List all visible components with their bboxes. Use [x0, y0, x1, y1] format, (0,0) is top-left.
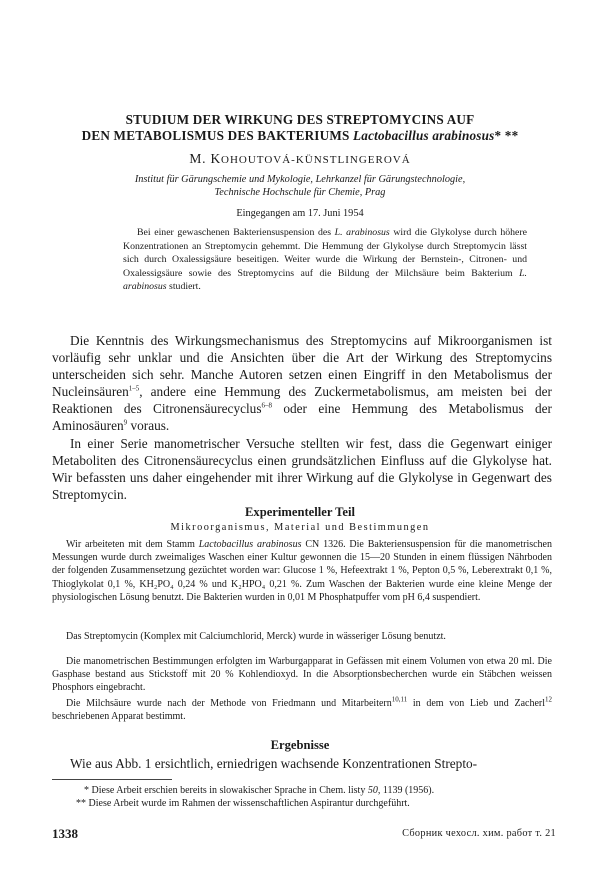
author-surname: OHOUTOVÁ-KÜNSTLINGEROVÁ: [221, 154, 411, 166]
author-initial: M. K: [189, 151, 222, 166]
methods-paragraph-3: [52, 655, 552, 695]
citation-ref: 10,11: [391, 695, 408, 704]
received-date: Eingegangen am 17. Juni 1954: [236, 208, 364, 219]
footnote-1-volume: 50,: [367, 785, 381, 796]
abstract-species-1: L. arabinosus: [334, 227, 390, 238]
methods-paragraph-2: [52, 630, 552, 643]
methods-strain: Lactobacillus arabinosus: [198, 539, 302, 550]
abstract-text-c: wird die Glykolyse durch höhere Konzentrationen an Streptomycin gehemmt. Die Hemmung der Glykolyse durch Streptomycin lässt sich durch Oxalessigsäure beseitigen. Weiter wurde die Wirkung der Bernstein-, Citronen- und Oxalessigsäure sowie des Streptomycins auf die Bildung der Milchsäure beim Bakterium: [123, 227, 527, 279]
abstract-paragraph: [123, 226, 527, 294]
title-footnote-marks: * **: [494, 128, 519, 143]
methods-text-a: Wir arbeiteten mit dem Stamm: [66, 539, 199, 550]
title-species: Lactobacillus arabinosus: [353, 128, 495, 143]
results-paragraph-1: Wie aus Abb. 1 ersichtlich, erniedrigen wachsende Konzentrationen Strepto-: [70, 756, 478, 771]
methods-p4-text-c: beschriebenen Apparat bestimmt.: [52, 711, 186, 723]
article-title-line2: [40, 127, 560, 144]
footnote-1-text-a: Diese Arbeit erschien bereits in slowakischer Sprache in Chem. listy: [91, 785, 368, 796]
abstract-text-e: studiert.: [166, 281, 201, 293]
affiliation-line1: Institut für Gärungschemie und Mykologie, Lehrkanzel für Gärungstechnologie,: [134, 174, 466, 185]
citation-ref: 1–5: [128, 384, 140, 393]
article-title-line1: STUDIUM DER WIRKUNG DES STREPTOMYCINS AUF: [125, 112, 475, 127]
citation-ref: 6–8: [261, 401, 273, 410]
author-name: [0, 151, 600, 167]
footnote-1: [84, 784, 554, 797]
page-number: 1338: [52, 826, 78, 841]
methods-paragraph-4: [52, 697, 552, 723]
methods-p4-text-b: in dem von Lieb und Zacherl: [407, 698, 545, 709]
methods-p4: [52, 697, 552, 723]
abstract: [123, 226, 527, 294]
footnote-mark: **: [76, 798, 86, 809]
introduction: [52, 332, 552, 503]
methods-paragraph-1: [52, 538, 552, 604]
footnote-1-text-b: 1139 (1956).: [380, 785, 435, 796]
intro-text-a: Die Kenntnis des Wirkungsmechanismus des Streptomycins auf Mikroorganismen ist vorläufig sehr unklar und die Ansichten über die Art der Wirkung des Streptomycins unterscheiden sich sehr. Manche Autoren setzen einen Eingriff in den Metabolismus der Nucleinsäuren: [52, 333, 552, 400]
footnote-2: [76, 797, 546, 810]
citation-ref: 12: [545, 695, 552, 704]
intro-paragraph-2: In einer Serie manometrischer Versuche stellten wir fest, dass die Gegenwart einiger Metaboliten des Citronensäurecyclus einen grundsätzlichen Einfluss auf die Glykolyse hat. Wir befassten uns daher eingehender mit ihrer Wirkung auf die Glykolyse in Gegenwart des Streptomycin.: [52, 435, 552, 502]
methods-p4-text-a: Die Milchsäure wurde nach der Methode von Friedmann und Mitarbeitern: [66, 698, 392, 709]
footnote-divider: [52, 779, 172, 780]
citation-ref: 9: [123, 419, 128, 428]
intro-text-b: , andere eine Hemmung des Zuckermetabolismus, am meisten bei der Reaktionen des Citronensäurecyclus: [52, 384, 552, 417]
title-prefix: DEN METABOLISMUS DES BAKTERIUMS: [81, 128, 354, 143]
section-heading-experimental: Experimenteller Teil: [245, 505, 355, 519]
section-heading-results: Ergebnisse: [270, 738, 330, 752]
abstract-text-a: Bei einer gewaschenen Bakteriensuspension des: [137, 227, 335, 238]
abstract-species-2: L. arabinosus: [123, 267, 527, 293]
intro-text-c: oder eine Hemmung des Metabolismus der Aminosäuren: [52, 401, 552, 434]
intro-text-d: voraus.: [127, 418, 170, 434]
methods-p2: Das Streptomycin (Komplex mit Calciumchlorid, Merck) wurde in wässeriger Lösung benutzt.: [66, 631, 446, 642]
footnote-mark: *: [84, 785, 89, 796]
journal-running-footer: Сборник чехосл. хим. работ т. 21: [402, 828, 556, 839]
results-text: [52, 755, 552, 772]
methods-p1: [52, 538, 552, 604]
affiliation-line2: Technische Hochschule für Chemie, Prag: [214, 187, 386, 198]
footnote-2-text: Diese Arbeit wurde im Rahmen der wissenschaftlichen Aspirantur durchgeführt.: [88, 798, 410, 809]
methods-p3: Die manometrischen Bestimmungen erfolgten im Warburgapparat in Gefässen mit einem Volumen von etwa 20 ml. Die Gasphase bestand aus Stickstoff mit 20 % Kohlendioxyd. In die Absorptionsbecherchen wurde ein Stäbchen weissen Phosphors eingebracht.: [52, 656, 552, 694]
methods-text-c: CN 1326. Die Bakteriensuspension für die manometrischen Messungen wurde durch zweimaliges Waschen einer Kultur gewonnen die 15—20 Stunden in einem flüssigen Nährboden der folgenden Zusammensetzung gezüchtet worden war: Glucose 1 %, Hefeextrakt 1 %, Pepton 0,5 %, Leberextrakt 0,1 %, Thioglykolat 0,1 %, KH₂PO₄ 0,24 % und K₂HPO₄ 0,21 %. Zum Waschen der Bakterien wurde eine kleine Menge der physiologischen Lösung benutzt. Die Bakterien wurden in 0,01 M Phosphatpuffer vom pH 6,4 suspendiert.: [52, 539, 552, 603]
subsection-heading-materials: Mikroorganismus, Material und Bestimmungen: [170, 522, 430, 533]
intro-paragraph-1: [52, 332, 552, 435]
